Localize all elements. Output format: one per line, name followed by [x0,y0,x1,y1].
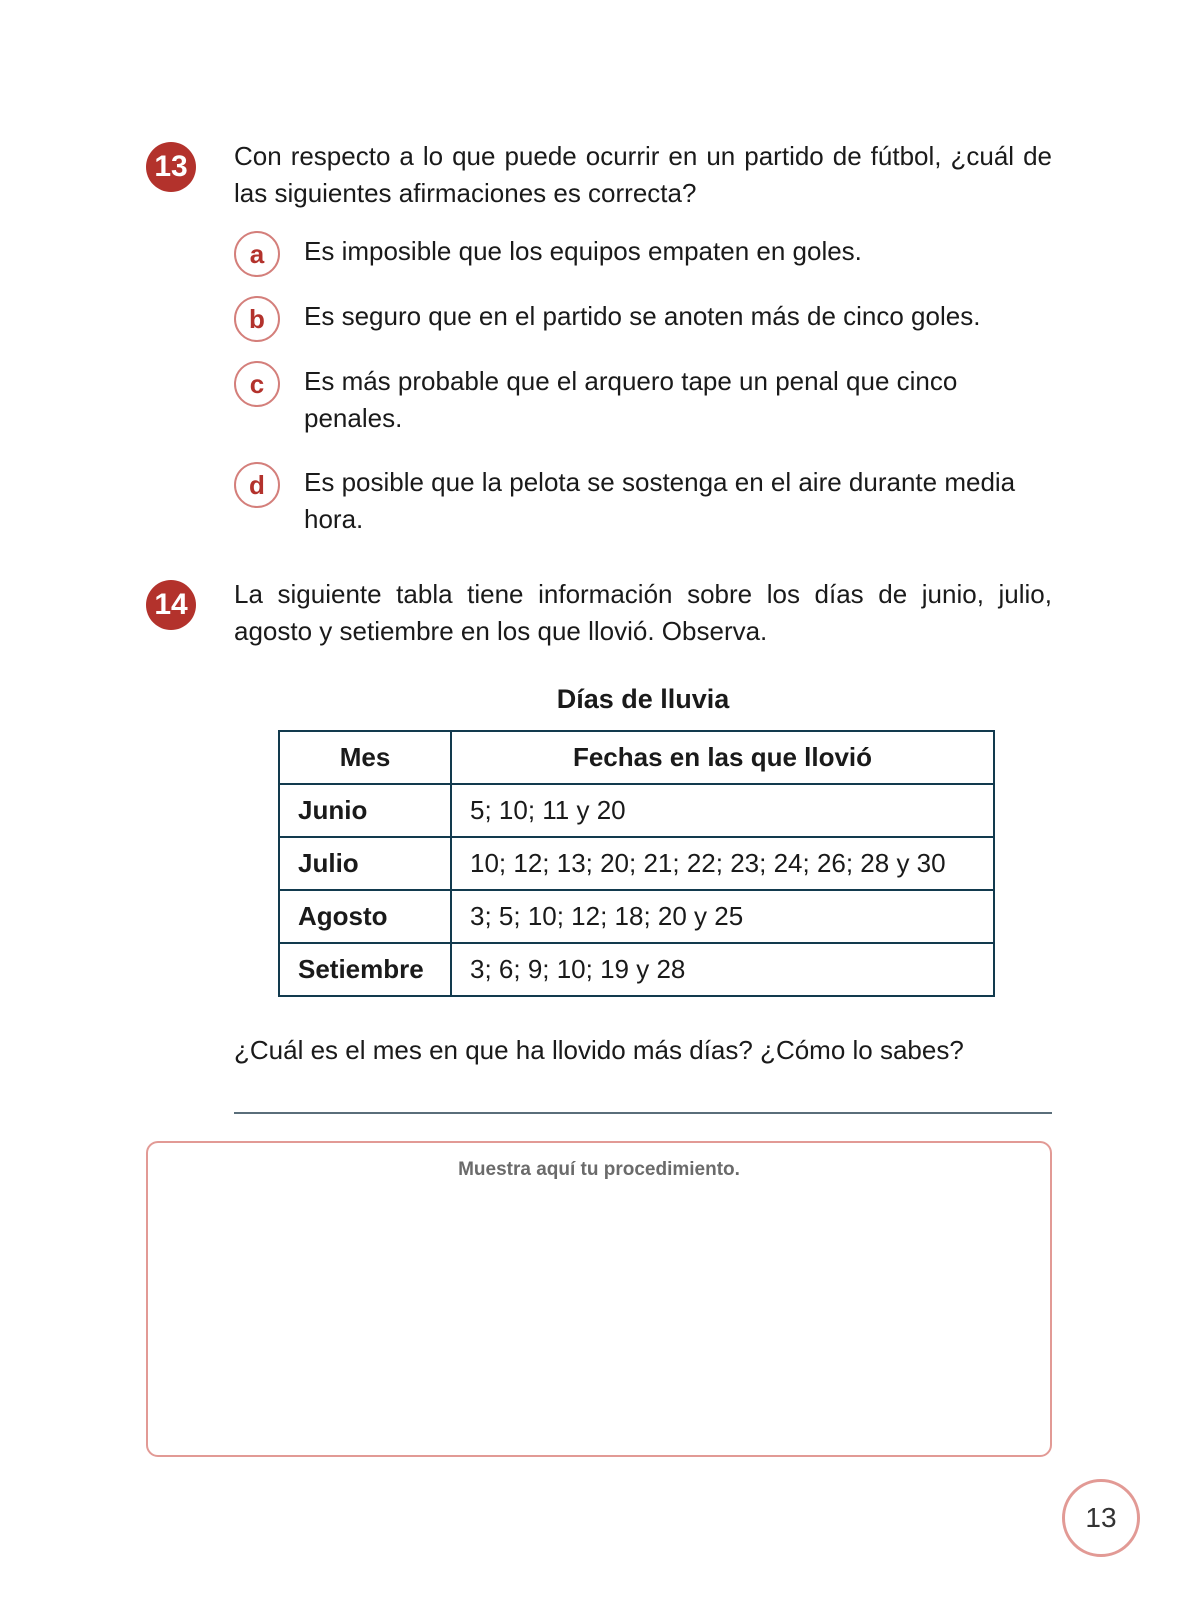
question-14-text: La siguiente tabla tiene información sobre los días de junio, julio, agosto y setiembre en los que llovió. Observa. [234,579,1052,646]
answer-line[interactable] [234,1112,1052,1114]
row-dates: 3; 6; 9; 10; 19 y 28 [451,943,994,996]
row-month: Agosto [279,890,451,943]
procedure-box[interactable] [146,1141,1052,1457]
table-title: Días de lluvia [556,684,730,714]
row-dates: 5; 10; 11 y 20 [451,784,994,837]
header-dates: Fechas en las que llovió [451,731,994,784]
option-d-letter[interactable]: d [234,462,280,508]
procedure-label: Muestra aquí tu procedimiento. [458,1159,740,1180]
option-b-letter[interactable]: b [234,296,280,342]
option-c-text: Es más probable que el arquero tape un penal que cinco penales. [304,366,958,433]
option-a-text: Es imposible que los equipos empaten en goles. [304,236,862,266]
table-row [279,784,994,837]
question-13-text: Con respecto a lo que puede ocurrir en un partido de fútbol, ¿cuál de las siguientes afirmaciones es correcta? [234,141,1052,208]
header-month: Mes [279,731,451,784]
row-dates: 3; 5; 10; 12; 18; 20 y 25 [451,890,994,943]
table-header-row [279,731,994,784]
page-number: 13 [1062,1479,1140,1557]
row-dates: 10; 12; 13; 20; 21; 22; 23; 24; 26; 28 y 30 [451,837,994,890]
table-row [279,890,994,943]
row-month: Julio [279,837,451,890]
table-row [279,837,994,890]
question-13-number: 13 [146,142,196,192]
option-d-text: Es posible que la pelota se sostenga en el aire durante media hora. [304,467,1016,534]
table-row [279,943,994,996]
rain-days-table [278,730,995,997]
follow-up-question: ¿Cuál es el mes en que ha llovido más días? ¿Cómo lo sabes? [234,1035,964,1065]
option-c-letter[interactable]: c [234,361,280,407]
option-a-letter[interactable]: a [234,231,280,277]
question-14-number: 14 [146,580,196,630]
row-month: Junio [279,784,451,837]
row-month: Setiembre [279,943,451,996]
option-b-text: Es seguro que en el partido se anoten más de cinco goles. [304,301,981,331]
